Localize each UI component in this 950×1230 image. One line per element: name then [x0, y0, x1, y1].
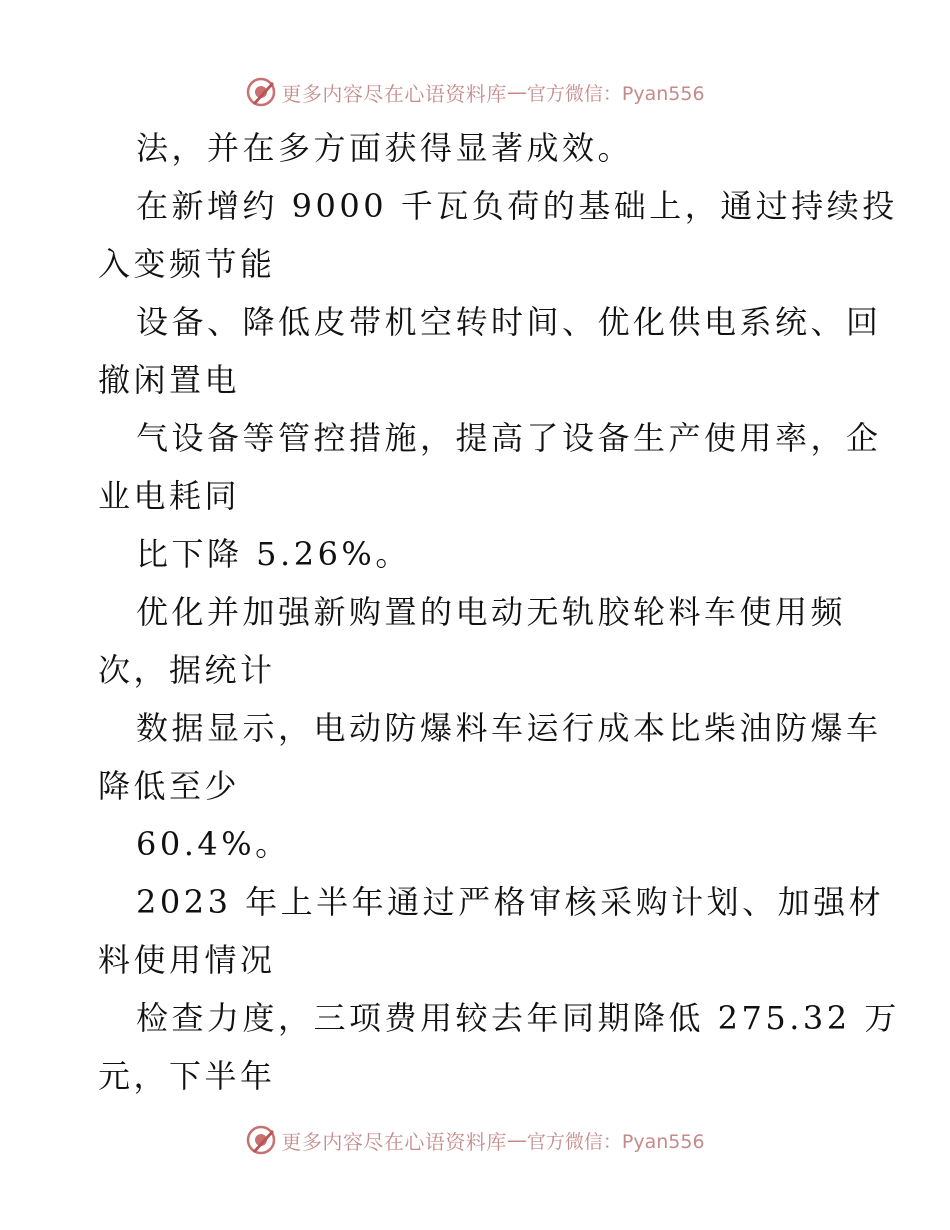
text-line: 优化并加强新购置的电动无轨胶轮料车使用频: [136, 593, 847, 631]
footer-watermark: [0, 1120, 950, 1160]
text-line: 法，并在多方面获得显著成效。: [136, 129, 634, 167]
text-line: 业电耗同: [98, 477, 241, 515]
watermark-site-text: 更多内容尽在心语资料库: [281, 1129, 507, 1154]
text-line: 比下降 5.26%。: [136, 535, 411, 573]
text-line: 检查力度，三项费用较去年同期降低 275.32 万: [136, 999, 900, 1037]
text-line: 在新增约 9000 千瓦负荷的基础上，通过持续投: [136, 187, 898, 225]
pen-logo-icon: [245, 1124, 277, 1156]
pen-logo-icon: [245, 76, 277, 108]
text-line: 降低至少: [98, 767, 241, 805]
text-line: 元，下半年: [98, 1057, 276, 1095]
text-line: 2023 年上半年通过严格审核采购计划、加强材: [136, 883, 885, 921]
watermark-site-text: 更多内容尽在心语资料库: [281, 81, 507, 106]
text-line: 数据显示，电动防爆料车运行成本比柴油防爆车: [136, 709, 882, 747]
watermark-separator: —: [506, 80, 527, 104]
watermark-separator: —: [506, 1128, 527, 1152]
document-body: [98, 126, 900, 1112]
text-line: 撤闲置电: [98, 361, 241, 399]
watermark-wechat-text: 官方微信：Pyan556: [526, 82, 705, 105]
text-line: 入变频节能: [98, 245, 276, 283]
text-line: 料使用情况: [98, 941, 276, 979]
text-line: 气设备等管控措施，提高了设备生产使用率，企: [136, 419, 882, 457]
text-line: 次，据统计: [98, 651, 276, 689]
text-line: 设备、降低皮带机空转时间、优化供电系统、回: [136, 303, 882, 341]
watermark-wechat-text: 官方微信：Pyan556: [526, 1130, 705, 1153]
text-line: 60.4%。: [136, 825, 291, 863]
header-watermark: [0, 72, 950, 112]
